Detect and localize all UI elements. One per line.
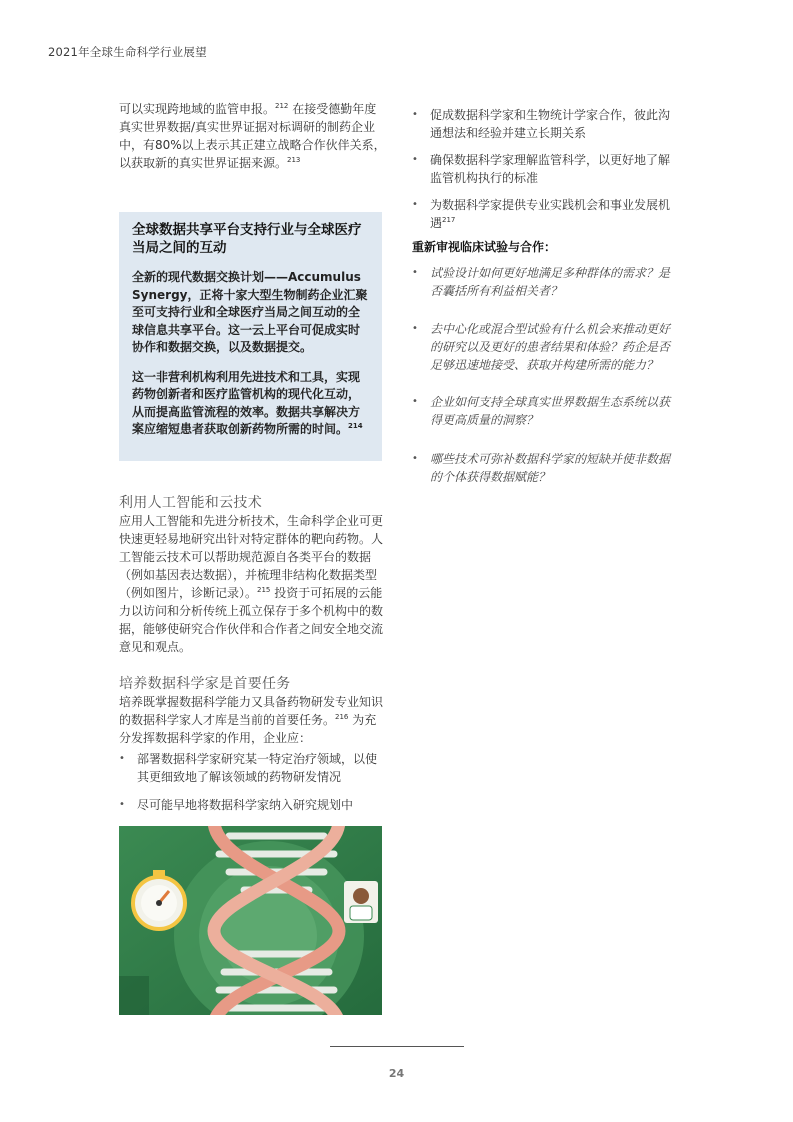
page-number: 24 [388, 1067, 405, 1080]
callout-paragraph-1: 全新的现代数据交换计划——Accumulus Synergy，正将十家大型生物制药企业汇聚至可支持行业和全球医疗当局之间互动的全球信息共享平台。这一云上平台可促成实时协作和数据交换，以及数据提交。 [132, 270, 368, 354]
callout-paragraph-2: 这一非营利机构利用先进技术和工具，实现药物创新者和医疗监管机构的现代化互动，从而提高监管流程的效率。数据共享解决方案应缩短患者获取创新药物所需的时间。$^{214}$ [132, 369, 363, 436]
question-1: • 试验设计如何更好地满足多种群体的需求？是否囊括所有利益相关者？ [412, 266, 671, 298]
dna-illustration [119, 826, 382, 1015]
section-title-data-scientists: 培养数据科学家是首要任务 [119, 676, 291, 692]
right-bullet-2: • 确保数据科学家理解监管科学，以更好地了解监管机构执行的标准 [412, 153, 671, 185]
footer-divider [330, 1046, 464, 1047]
bullet-icon: • [412, 154, 418, 165]
bullet-icon: • [412, 396, 418, 407]
bullet-icon: • [119, 799, 125, 810]
intro-paragraph: 可以实现跨地域的监管申报。$^{212}$ 在接受德勤年度真实世界数据/真实世界证据对标调研的制药企业中，有80%以上表示其正建立战略合作伙伴关系，以获取新的真实世界证据来源。$^{213}$ [119, 102, 386, 170]
bullet-icon: • [412, 199, 418, 210]
clinical-trials-subhead: 重新审视临床试验与合作： [412, 240, 557, 254]
report-header: 2021年全球生命科学行业展望 [48, 45, 207, 59]
ds-bullet-1: • 部署数据科学家研究某一特定治疗领域，以使其更细致地了解该领域的药物研发情况 [119, 752, 378, 784]
ds-bullet-2: • 尽可能早地将数据科学家纳入研究规划中 [119, 798, 354, 812]
bullet-icon: • [412, 323, 418, 334]
question-2: • 去中心化或混合型试验有什么机会来推动更好的研究以及更好的患者结果和体验？药企是否足够迅速地接受、获取并构建所需的能力？ [412, 322, 671, 372]
section-title-ai-cloud: 利用人工智能和云技术 [119, 495, 262, 511]
data-scientists-paragraph: 培养既掌握数据科学能力又具备药物研发专业知识的数据科学家人才库是当前的首要任务。$^{216}$ 为充分发挥数据科学家的作用，企业应： [119, 695, 384, 745]
callout-title: 全球数据共享平台支持行业与全球医疗当局之间的互动 [132, 222, 362, 256]
callout-box [119, 212, 382, 461]
question-3: • 企业如何支持全球真实世界数据生态系统以获得更高质量的洞察？ [412, 395, 671, 427]
right-bullet-1: • 促成数据科学家和生物统计学家合作，彼此沟通想法和经验并建立长期关系 [412, 108, 671, 140]
bullet-icon: • [412, 267, 418, 278]
doctor-avatar-icon [344, 881, 378, 923]
bullet-icon: • [119, 753, 125, 764]
question-4: • 哪些技术可弥补数据科学家的短缺并使非数据的个体获得数据赋能？ [412, 452, 671, 484]
bullet-icon: • [412, 109, 418, 120]
right-bullet-3: • 为数据科学家提供专业实践机会和事业发展机遇$^{217}$ [412, 198, 671, 230]
ai-cloud-paragraph: 应用人工智能和先进分析技术，生命科学企业可更快速更轻易地研究出针对特定群体的靶向药物。人工智能云技术可以帮助规范源自各类平台的数据（例如基因表达数据），并梳理非结构化数据类型（例如图片，诊断记录）。$^{215}$ 投资于可拓展的云能力以访问和分析传统上孤立保存于多个机构中的数据，能够使研究合作伙伴和合作者之间安全地交流意见和观点。 [119, 514, 384, 654]
bullet-icon: • [412, 453, 418, 464]
